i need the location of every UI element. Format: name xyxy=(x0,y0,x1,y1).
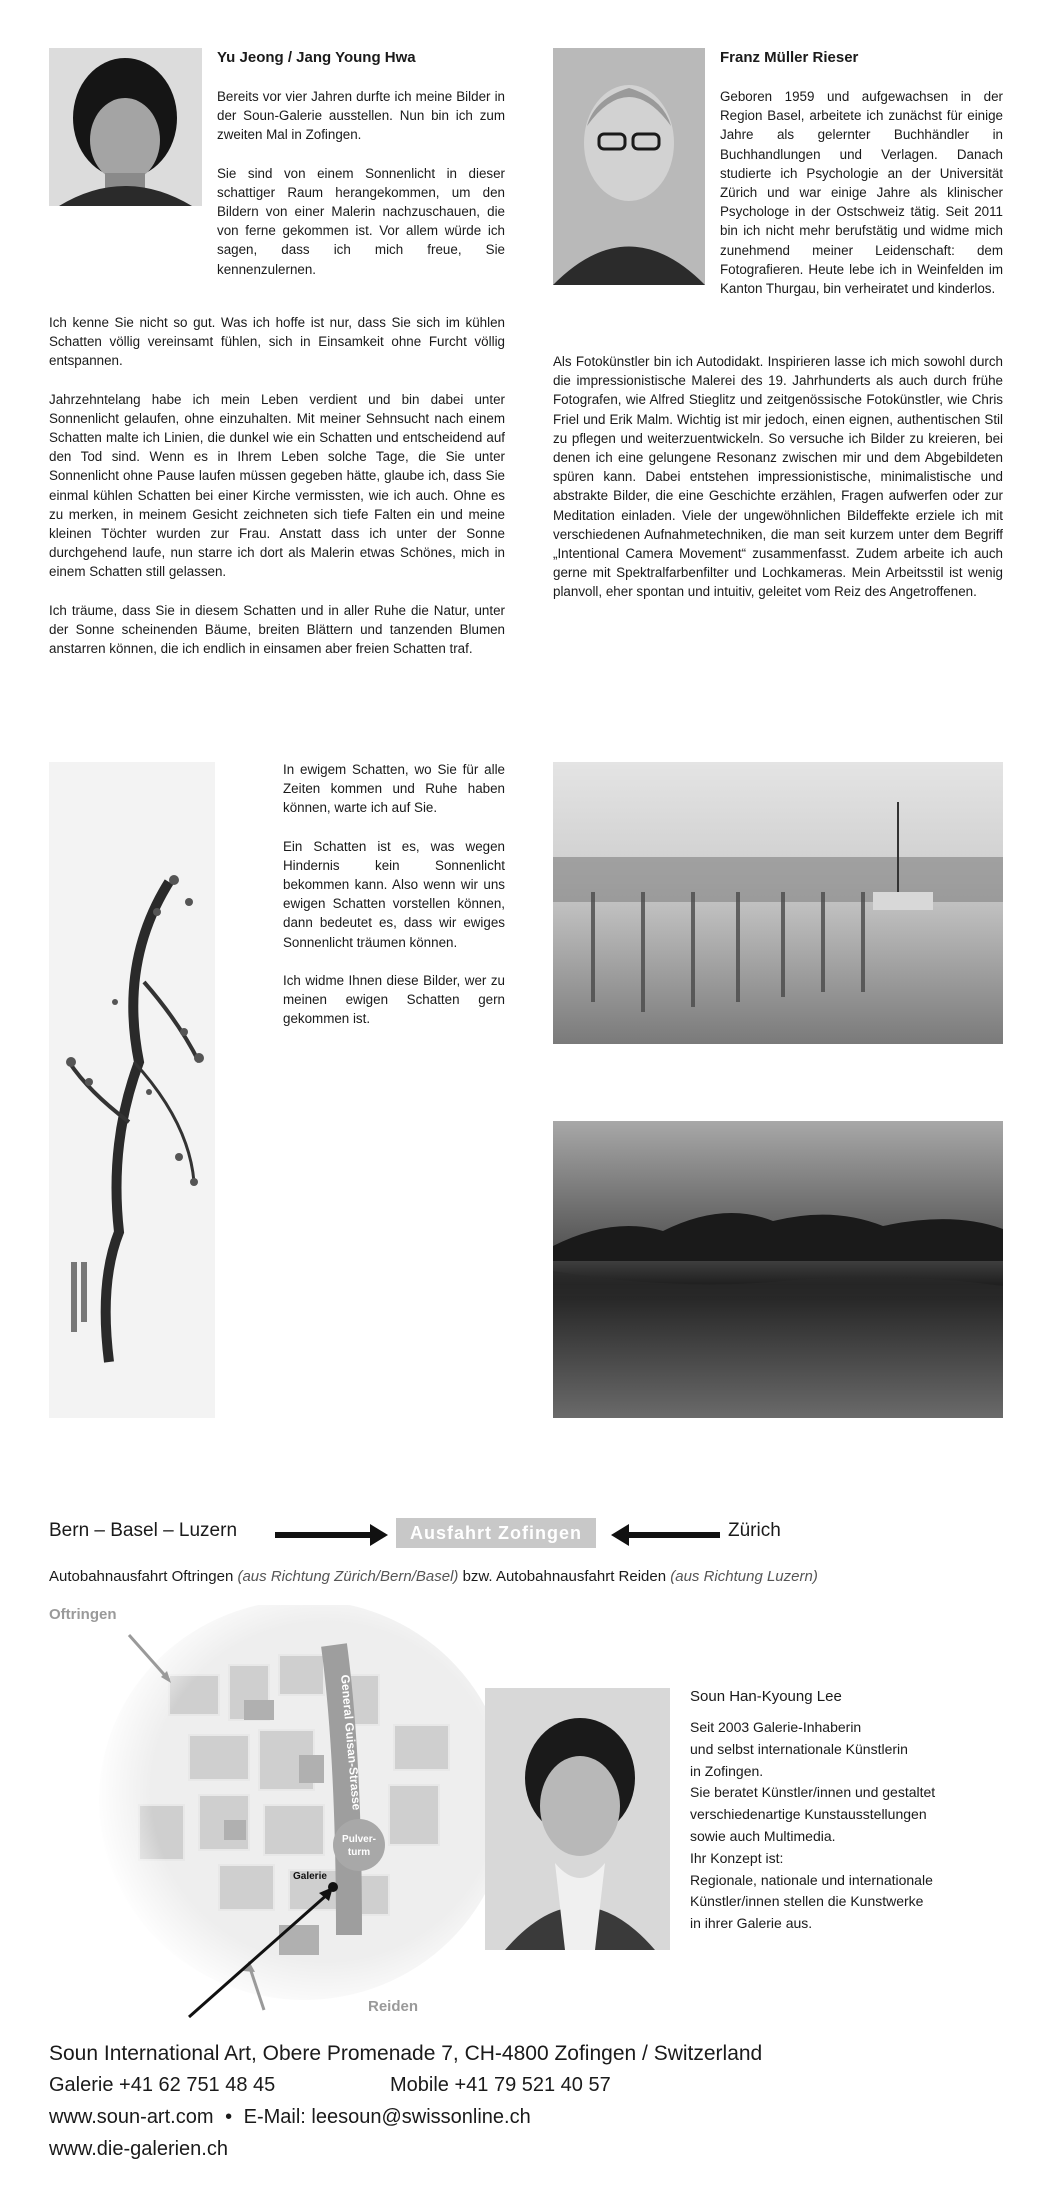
artist2-paragraph: Als Fotokünstler bin ich Autodidakt. Inspirieren lasse ich mich sowohl durch die impressionistische Malerei des 19. Jahrhunderts als auch durch frühe Fotografen, wie Alfred Stieglitz und zeitgenössische Fotokünstler, wie Chris Friel und Erik Malm. Wichtig ist mir jedoch, einen eignen, authentischen Stil zu pflegen und weiterzuentwickeln. So versuche ich Bilder zu kreieren, bei denen ich eine gelungene Resonanz zwischen mir und dem Abgebildeten spüren kann. Dabei entstehen impressionistische, minimalistische und abstrakte Bilder, die eine Geschichte erzählen, Fragen aufwerfen oder zur Meditation einladen. Viele der ungewöhnlichen Bildeffekte erziele ich mit verschiedenen Aufnahmetechniken, die man seit kurzem unter dem Begriff „Intentional Camera Movement“ zusammenfasst. Zudem arbeite ich auch gerne mit Spektralfarbenfilter und Lochkameras. Mein Arbeitsstil ist wenig planvoll, eher spontan und intuitiv, geleitet vom Reiz des Angetroffenen. xyxy=(553,354,1003,600)
location-map xyxy=(49,1605,504,2025)
footer-address: Soun International Art, Obere Promenade 7, CH-4800 Zofingen / Switzerland xyxy=(49,2042,763,2065)
map-tower-label-2: turm xyxy=(347,1847,371,1858)
footer-mobile-phone: Mobile +41 79 521 40 57 xyxy=(390,2074,611,2096)
artist1-portrait xyxy=(49,48,202,206)
arrow-right-icon xyxy=(275,1532,372,1538)
owner-bio-line: Regionale, nationale und internationale xyxy=(690,1871,933,1888)
owner-bio-line: und selbst internationale Künstlerin xyxy=(690,1740,908,1757)
owner-name: Soun Han-Kyoung Lee xyxy=(690,1688,842,1705)
owner-bio-line: Seit 2003 Galerie-Inhaberin xyxy=(690,1719,862,1735)
route-origin-west: Bern – Basel – Luzern xyxy=(49,1520,238,1541)
artist1-poem xyxy=(283,760,505,1028)
owner-bio-line: in ihrer Galerie aus. xyxy=(690,1915,813,1932)
email-link[interactable]: E-Mail: leesoun@swissonline.ch xyxy=(243,2106,531,2128)
artist2-paragraph: Geboren 1959 und aufgewachsen in der Region Basel, arbeitete ich zunächst für einige Jahre als gelernter Buchhändler in Buchhandlungen und Verlagen. Danach studierte ich Psychologie an der Universität Zürich und war einige Jahre als klinischer Psychologe in der Ostschweiz tätig. Seit 2011 bin ich nicht mehr berufstätig und widme mich zunehmend meiner Leidenschaft: dem Fotografieren. Heute lebe ich in Weinfelden im Kanton Thurgau, bin verheiratet und kinderlos. xyxy=(720,89,1003,297)
dusk-lake-graphic xyxy=(553,1121,1003,1418)
map-label-reiden: Reiden xyxy=(368,1998,419,2015)
poem-stanza: Ein Schatten ist es, was wegen Hindernis kein Sonnenlicht bekommen kann. Also wenn wir uns ewigen Schatten vorstellen können, dann bedeutet es, dass wir ewiges Sonnenlicht träumen können. xyxy=(283,838,505,950)
artist2-name: Franz Müller Rieser xyxy=(720,49,859,66)
artist1-intro xyxy=(217,87,505,279)
exit-reiden-note: (aus Richtung Luzern) xyxy=(670,1568,818,1585)
footer-website-2[interactable]: www.die-galerien.ch xyxy=(49,2138,228,2160)
separator-dot: • xyxy=(225,2106,233,2128)
owner-bio xyxy=(690,1717,1010,1935)
lake-photo-boat xyxy=(553,762,1003,1044)
blurred-harbor-graphic xyxy=(553,762,1003,1044)
artist1-name: Yu Jeong / Jang Young Hwa xyxy=(217,49,416,66)
blossom-branch-graphic xyxy=(49,762,215,1418)
portrait-woman-graphic xyxy=(49,48,202,206)
arrow-left-icon xyxy=(627,1532,720,1538)
artist1-paragraph: Ich kenne Sie nicht so gut. Was ich hoffe ist nur, dass Sie sich im kühlen Schatten völlig vereinsamt fühlen, sich in Einsamkeit ohne Furcht völlig entspannen. xyxy=(49,315,505,369)
artist1-paragraph: Bereits vor vier Jahren durfte ich meine Bilder in der Soun-Galerie ausstellen. Nun bin ich zum zweiten Mal in Zofingen. xyxy=(217,89,505,143)
exits-connector: bzw. xyxy=(462,1568,493,1585)
lake-photo-dusk xyxy=(553,1121,1003,1418)
map-label-oftringen: Oftringen xyxy=(49,1606,117,1623)
artist1-body xyxy=(49,313,505,658)
poem-stanza: In ewigem Schatten, wo Sie für alle Zeiten kommen und Ruhe haben können, warte ich auf Sie. xyxy=(283,762,505,816)
owner-bio-line: sowie auch Multimedia. xyxy=(690,1827,836,1844)
artist1-paragraph: Jahrzehntelang habe ich mein Leben verdient und bin dabei unter Sonnenlicht gelaufen, ohne einzuhalten. Mit meiner Sehnsucht nach einem Schatten malte ich Linien, die dunkel wie ein Schatten und entscheidend auf den Tod sind. Wenn es in Ihrem Leben solche Tage, die Sie unter Sonnenlicht ohne Pause laufen müssen gegeben hätte, glaube ich, dass Sie einmal kühlen Schatten bei einer Kirche vermissten, wie ich auch. Ohne es zu merken, in meinem Gesicht zeichneten sich tiefe Falten ein und meine kleinen Töchter wurden zur Frau. Anstatt dass ich unter der Sonne durchgehend laufe, nun starre ich dort als Malerin etwas Schönes, mich in einem Schatten still gelassen. xyxy=(49,391,505,580)
owner-bio-line: Sie beratet Künstler/innen und gestaltet xyxy=(690,1784,936,1801)
footer-contact xyxy=(49,2106,531,2129)
website-link[interactable]: www.soun-art.com xyxy=(49,2106,214,2128)
poem-stanza: Ich widme Ihnen diese Bilder, wer zu meinen ewigen Schatten gern gekommen ist. xyxy=(283,972,505,1027)
artist1-paragraph: Ich träume, dass Sie in diesem Schatten und in aller Ruhe die Natur, unter der Sonne scheinenden Bäume, breiten Blättern und tanzenden Blumen anstarren können, die ich endlich in einsamen aber freien Schatten traf. xyxy=(49,602,505,657)
owner-bio-line: in Zofingen. xyxy=(690,1762,764,1779)
owner-bio-line: verschiedenartige Kunstausstellungen xyxy=(690,1806,927,1823)
exit-reiden: Autobahnausfahrt Reiden xyxy=(495,1568,667,1585)
ink-painting-image xyxy=(49,762,215,1418)
exit-oftringen: Autobahnausfahrt Oftringen xyxy=(49,1568,234,1585)
portrait-owner-graphic xyxy=(485,1688,670,1950)
highway-exits-info xyxy=(49,1568,818,1585)
footer-gallery-phone: Galerie +41 62 751 48 45 xyxy=(49,2074,276,2096)
artist2-intro xyxy=(553,87,1003,298)
map-graphic xyxy=(49,1605,504,2025)
map-tower-label-1: Pulver- xyxy=(342,1834,376,1845)
artist2-body xyxy=(553,352,1003,602)
owner-bio-line: Künstler/innen stellen die Kunstwerke xyxy=(690,1893,924,1910)
owner-portrait xyxy=(485,1688,670,1950)
artist1-paragraph: Sie sind von einem Sonnenlicht in dieser schattiger Raum herangekommen, um den Bildern von einer Malerin nachzuschauen, die von ferne gekommen ist. Vor allem würde ich sagen, dass ich mich freue, Sie kennenzulernen. xyxy=(217,165,505,277)
exit-zofingen-badge: Ausfahrt Zofingen xyxy=(396,1518,596,1548)
map-gallery-label: Galerie xyxy=(293,1871,327,1882)
exit-oftringen-note: (aus Richtung Zürich/Bern/Basel) xyxy=(237,1568,459,1585)
route-origin-east: Zürich xyxy=(728,1520,781,1541)
owner-bio-line: Ihr Konzept ist: xyxy=(690,1849,784,1866)
